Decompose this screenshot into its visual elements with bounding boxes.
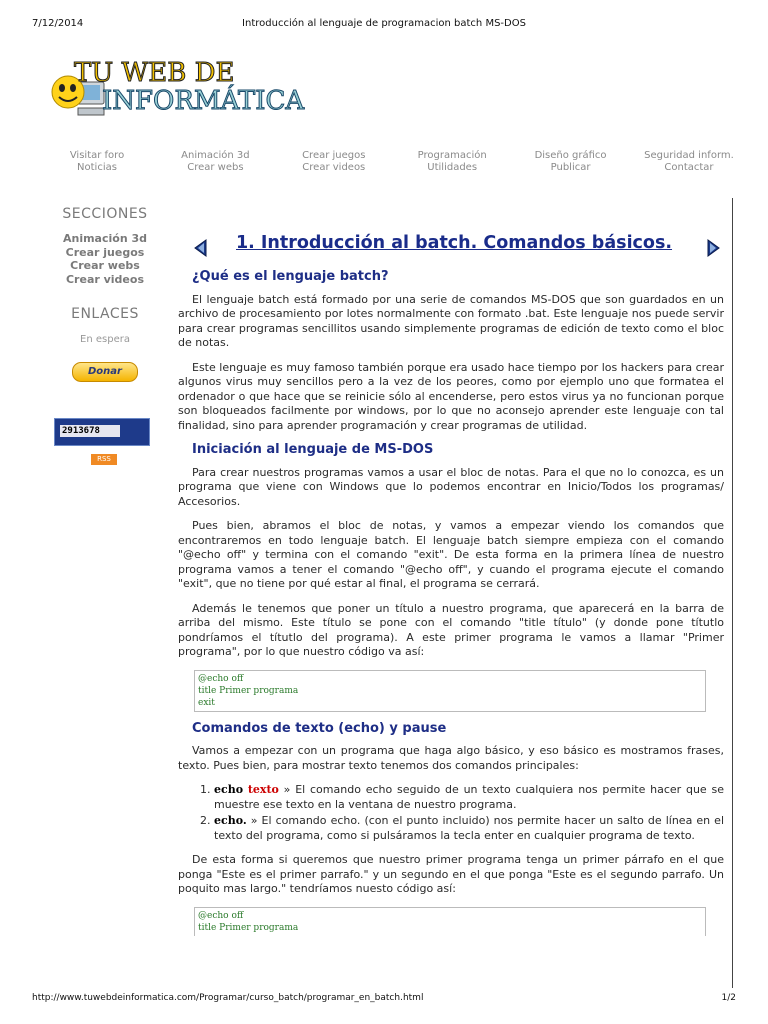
nav-col-3	[275, 150, 393, 174]
sidebar	[55, 206, 155, 465]
command-list	[178, 783, 724, 843]
content-divider	[732, 198, 733, 988]
article	[178, 232, 724, 946]
visit-counter	[54, 418, 150, 446]
print-page-number: 1/2	[721, 993, 736, 1003]
command-argument: texto	[247, 783, 279, 796]
command-keyword: echo.	[214, 814, 247, 827]
nav-link[interactable]: Diseño gráfico	[534, 150, 607, 161]
nav-link[interactable]: Seguridad inform.	[644, 150, 734, 161]
nav-link[interactable]: Contactar	[664, 162, 714, 173]
paragraph: De esta forma si queremos que nuestro primer programa tenga un primer párrafo en el que ponga "Este es el primer parrafo." y un segundo en el que ponga "Este es el segundo parrafo. Un poquito mas largo." tendríamos nuesto código así:	[178, 853, 724, 895]
nav-col-4	[393, 150, 511, 174]
nav-col-1	[38, 150, 156, 174]
nav-col-2	[156, 150, 274, 174]
nav-link[interactable]: Crear webs	[187, 162, 244, 173]
print-url: http://www.tuwebdeinformatica.com/Programar/curso_batch/programar_en_batch.html	[32, 993, 424, 1003]
nav-link[interactable]: Crear videos	[302, 162, 366, 173]
print-date: 7/12/2014	[32, 18, 84, 29]
code-block	[194, 670, 706, 712]
donate-button[interactable]: Donar	[72, 362, 138, 382]
visit-counter-value: 2913678	[60, 425, 120, 437]
command-keyword: echo	[214, 783, 244, 796]
nav-col-6	[630, 150, 748, 174]
next-arrow-icon[interactable]	[707, 239, 721, 257]
nav-link[interactable]: Noticias	[77, 162, 117, 173]
nav-link[interactable]: Animación 3d	[181, 150, 250, 161]
nav-link[interactable]: Crear juegos	[302, 150, 366, 161]
heading-iniciacion: Iniciación al lenguaje de MS-DOS	[192, 442, 434, 457]
nav-col-5	[512, 150, 630, 174]
list-item-text: » El comando echo seguido de un texto cualquiera nos permite hacer que se muestre ese texto en la ventana de nuestro programa.	[214, 783, 724, 811]
code-line: title Primer programa	[198, 922, 299, 933]
site-logo[interactable]	[48, 58, 305, 128]
sidebar-item[interactable]: Crear webs	[70, 259, 140, 272]
sidebar-item[interactable]: Animación 3d	[62, 232, 148, 245]
article-title-bar	[178, 232, 724, 264]
logo-line-2: INFORMÁTICA	[102, 86, 305, 116]
heading-que-es: ¿Qué es el lenguaje batch?	[192, 269, 389, 284]
list-item-text: » El comando echo. (con el punto incluido) nos permite hacer un salto de línea en el texto del programa, como si pulsáramos la tecla enter en cualquier programa de texto.	[214, 814, 724, 842]
code-line: @echo off	[198, 673, 244, 684]
nav-link[interactable]: Programación	[417, 150, 487, 161]
paragraph: Este lenguaje es muy famoso también porque era usado hace tiempo por los hackers para crear algunos virus muy sencillos pero a la vez de los peores, como por ejemplo uno que formatea el ordenador o que hace que se reinicie sólo al encenderse, pero estos virus ya no funcionan porque son bloqueados facilmente por windows, por lo que no aconsejo aprender este lenguaje con tal finalidad, sino para aprender programación y crear programas de utilidad.	[178, 360, 724, 432]
logo-line-1: TU WEB DE	[74, 58, 235, 88]
paragraph: Para crear nuestros programas vamos a usar el bloc de notas. Para el que no lo conozca, es un programa que viene con Windows que lo podemos encontrar en Inicio/Todos los programas/ Accesorios.	[178, 465, 724, 508]
paragraph: Además le tenemos que poner un título a nuestro programa, que aparecerá en la barra de arriba del mismo. Este título se pone con el comando "title título" (y donde pone títutlo pondríamos el títutlo del programa). A este primer programa le vamos a llamar "Primer programa", por lo que nuestro código va así:	[178, 601, 724, 658]
previous-arrow-icon[interactable]	[193, 239, 207, 257]
nav-link[interactable]: Publicar	[550, 162, 591, 173]
rss-badge[interactable]: RSS	[91, 454, 117, 465]
paragraph: Vamos a empezar con un programa que haga algo básico, y eso básico es mostramos frases, texto. Pues bien, para mostrar texto tenemos dos comandos principales:	[178, 744, 724, 772]
list-item	[214, 783, 724, 812]
code-line: exit	[198, 697, 215, 708]
list-item	[214, 814, 724, 843]
sidebar-item[interactable]: Crear juegos	[65, 245, 145, 259]
code-block	[194, 907, 706, 936]
code-line: title Primer programa	[198, 685, 299, 696]
sidebar-en-espera: En espera	[80, 334, 130, 345]
article-title: 1. Introducción al batch. Comandos básicos.	[236, 233, 673, 253]
sidebar-secciones-heading: SECCIONES	[62, 206, 148, 222]
print-title: Introducción al lenguaje de programacion batch MS-DOS	[242, 18, 526, 29]
top-navigation	[38, 150, 748, 174]
heading-echo-pause: Comandos de texto (echo) y pause	[192, 720, 447, 736]
paragraph: El lenguaje batch está formado por una serie de comandos MS-DOS que son guardados en un archivo de procesamiento por lotes normalmente con formato .bat. Este lenguaje nos puede servir para crear programas sencillitos usando simplemente programas de edición de texto como el bloc de notas.	[178, 292, 724, 349]
nav-link[interactable]: Utilidades	[427, 162, 478, 173]
paragraph: Pues bien, abramos el bloc de notas, y vamos a empezar viendo los comandos que encontraremos en todo lenguaje batch. El lenguaje batch siempre empieza con el comando "@echo off" y termina con el comando "exit". De esta forma en la primera línea de nuestro programa vamos a tener el comando "@echo off", y cuando el programa ejecute el comando "exit", que no tiene por qué estar al final, el programa se cerrará.	[178, 519, 724, 590]
code-line: @echo off	[198, 910, 244, 921]
sidebar-enlaces-heading: ENLACES	[71, 306, 139, 322]
nav-link[interactable]: Visitar foro	[69, 150, 125, 161]
sidebar-item[interactable]: Crear videos	[65, 272, 144, 286]
